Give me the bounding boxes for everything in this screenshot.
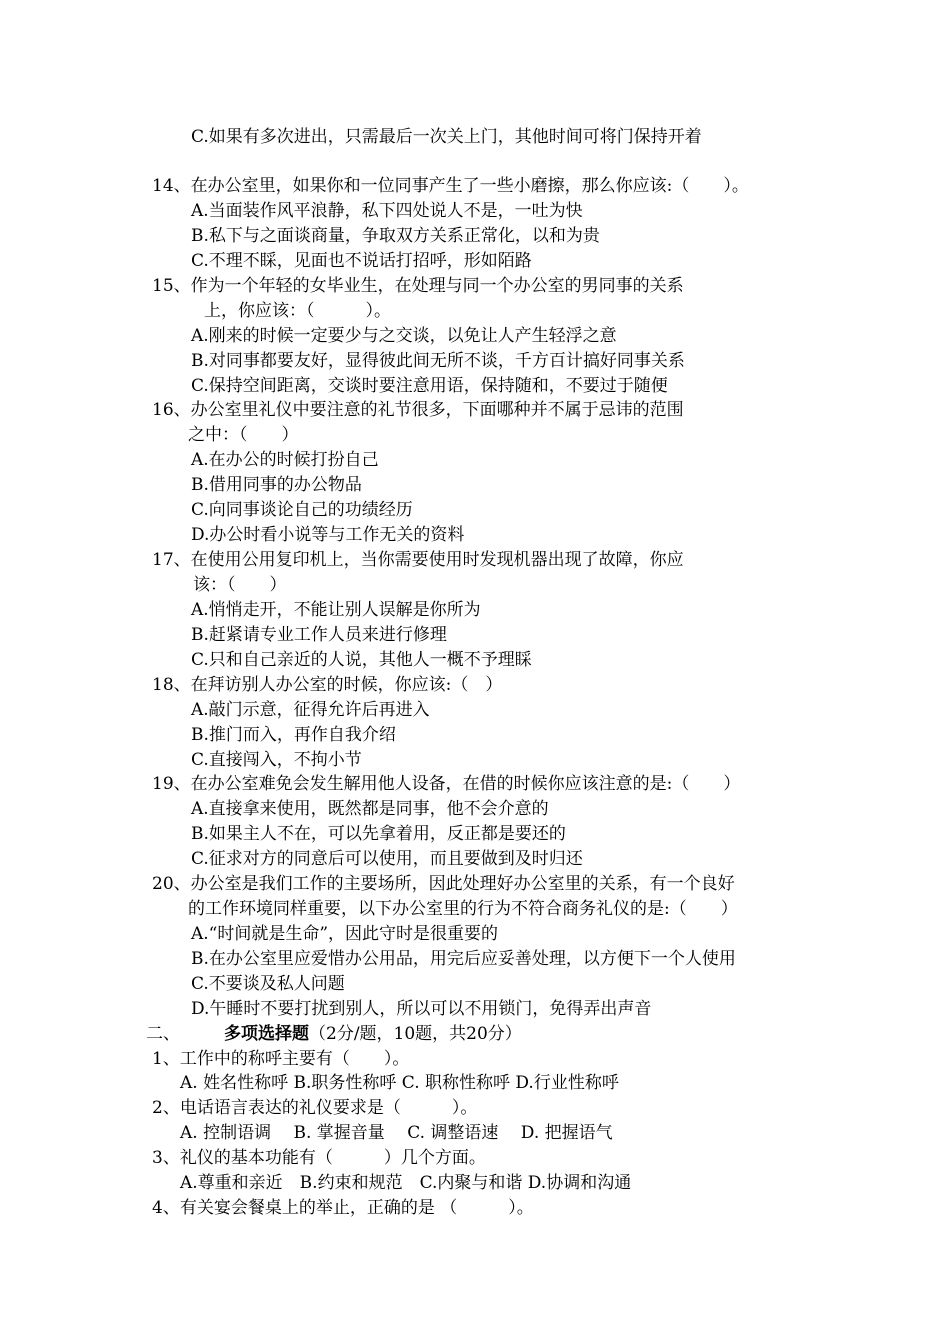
mq3-text: 3、礼仪的基本功能有（ ）几个方面。 (152, 1148, 486, 1168)
q19-option-a: A.直接拿来使用，既然都是同事，他不会介意的 (191, 799, 549, 819)
q18-option-a: A.敲门示意，征得允许后再进入 (191, 700, 430, 720)
q17-text: 17、在使用公用复印机上，当你需要使用时发现机器出现了故障，你应 (152, 550, 684, 570)
section-number: 二、 (146, 1024, 180, 1044)
q14-text: 14、在办公室里，如果你和一位同事产生了一些小磨擦，那么你应该:（ ）。 (152, 176, 749, 196)
q19-option-b: B.如果主人不在，可以先拿着用，反正都是要还的 (191, 824, 566, 844)
q20-option-c: C.不要谈及私人问题 (191, 974, 345, 994)
q16-option-d: D.办公时看小说等与工作无关的资料 (191, 525, 465, 545)
q14-option-a: A.当面装作风平浪静，私下四处说人不是，一吐为快 (191, 201, 583, 221)
q17-option-c: C.只和自己亲近的人说，其他人一概不予理睬 (191, 650, 532, 670)
section-heading (146, 1022, 522, 1046)
q20-option-a: A.“时间就是生命”，因此守时是很重要的 (191, 924, 499, 944)
mq1-text: 1、工作中的称呼主要有（ ）。 (152, 1049, 410, 1069)
q20-text-cont: 的工作环境同样重要，以下办公室里的行为不符合商务礼仪的是:（ ） (188, 899, 738, 919)
q16-option-b: B.借用同事的办公物品 (191, 475, 362, 495)
q13-option-c: C.如果有多次进出，只需最后一次关上门，其他时间可将门保持开着 (191, 127, 702, 147)
q16-text: 16、办公室里礼仪中要注意的礼节很多，下面哪种并不属于忌讳的范围 (152, 400, 684, 420)
q17-text-cont: 该：（ ） (193, 575, 287, 595)
section-title: 多项选择题 (224, 1024, 309, 1044)
q18-option-c: C.直接闯入，不拘小节 (191, 750, 362, 770)
q17-option-b: B.赶紧请专业工作人员来进行修理 (191, 625, 447, 645)
q17-option-a: A.悄悄走开，不能让别人误解是你所为 (191, 600, 481, 620)
mq1-options: A. 姓名性称呼 B.职务性称呼 C. 职称性称呼 D.行业性称呼 (180, 1073, 619, 1093)
q18-option-b: B.推门而入，再作自我介绍 (191, 725, 396, 745)
mq2-options: A. 控制语调 B. 掌握音量 C. 调整语速 D. 把握语气 (180, 1123, 613, 1143)
section-note: （2分/题，10题，共20分） (309, 1024, 522, 1044)
q14-option-b: B.私下与之面谈商量，争取双方关系正常化，以和为贵 (191, 226, 600, 246)
q16-text-cont: 之中：（ ） (188, 425, 299, 445)
q20-text: 20、办公室是我们工作的主要场所，因此处理好办公室里的关系，有一个良好 (152, 874, 735, 894)
q15-option-b: B.对同事都要友好，显得彼此间无所不谈，千方百计搞好同事关系 (191, 351, 685, 371)
mq4-text: 4、有关宴会餐桌上的举止，正确的是 （ ）。 (152, 1198, 534, 1218)
q15-text-cont: 上，你应该：（ ）。 (204, 301, 391, 321)
q19-option-c: C.征求对方的同意后可以使用，而且要做到及时归还 (191, 849, 583, 869)
q16-option-a: A.在办公的时候打扮自己 (191, 450, 379, 470)
mq2-text: 2、电话语言表达的礼仪要求是（ ）。 (152, 1098, 478, 1118)
q15-option-a: A.刚来的时候一定要少与之交谈，以免让人产生轻浮之意 (191, 326, 617, 346)
q20-option-b: B.在办公室里应爱惜办公用品，用完后应妥善处理，以方便下一个人使用 (191, 949, 736, 969)
q15-option-c: C.保持空间距离，交谈时要注意用语，保持随和，不要过于随便 (191, 376, 668, 396)
q18-text: 18、在拜访别人办公室的时候，你应该:（ ） (152, 675, 503, 695)
q15-text: 15、作为一个年轻的女毕业生，在处理与同一个办公室的男同事的关系 (152, 276, 684, 296)
q19-text: 19、在办公室难免会发生解用他人设备，在借的时候你应该注意的是:（ ） (152, 774, 741, 794)
mq3-options: A.尊重和亲近 B.约束和规范 C.内聚与和谐 D.协调和沟通 (180, 1173, 632, 1193)
q14-option-c: C.不理不睬，见面也不说话打招呼，形如陌路 (191, 251, 532, 271)
q16-option-c: C.向同事谈论自己的功绩经历 (191, 500, 413, 520)
q20-option-d: D.午睡时不要打扰到别人，所以可以不用锁门，免得弄出声音 (191, 999, 652, 1019)
